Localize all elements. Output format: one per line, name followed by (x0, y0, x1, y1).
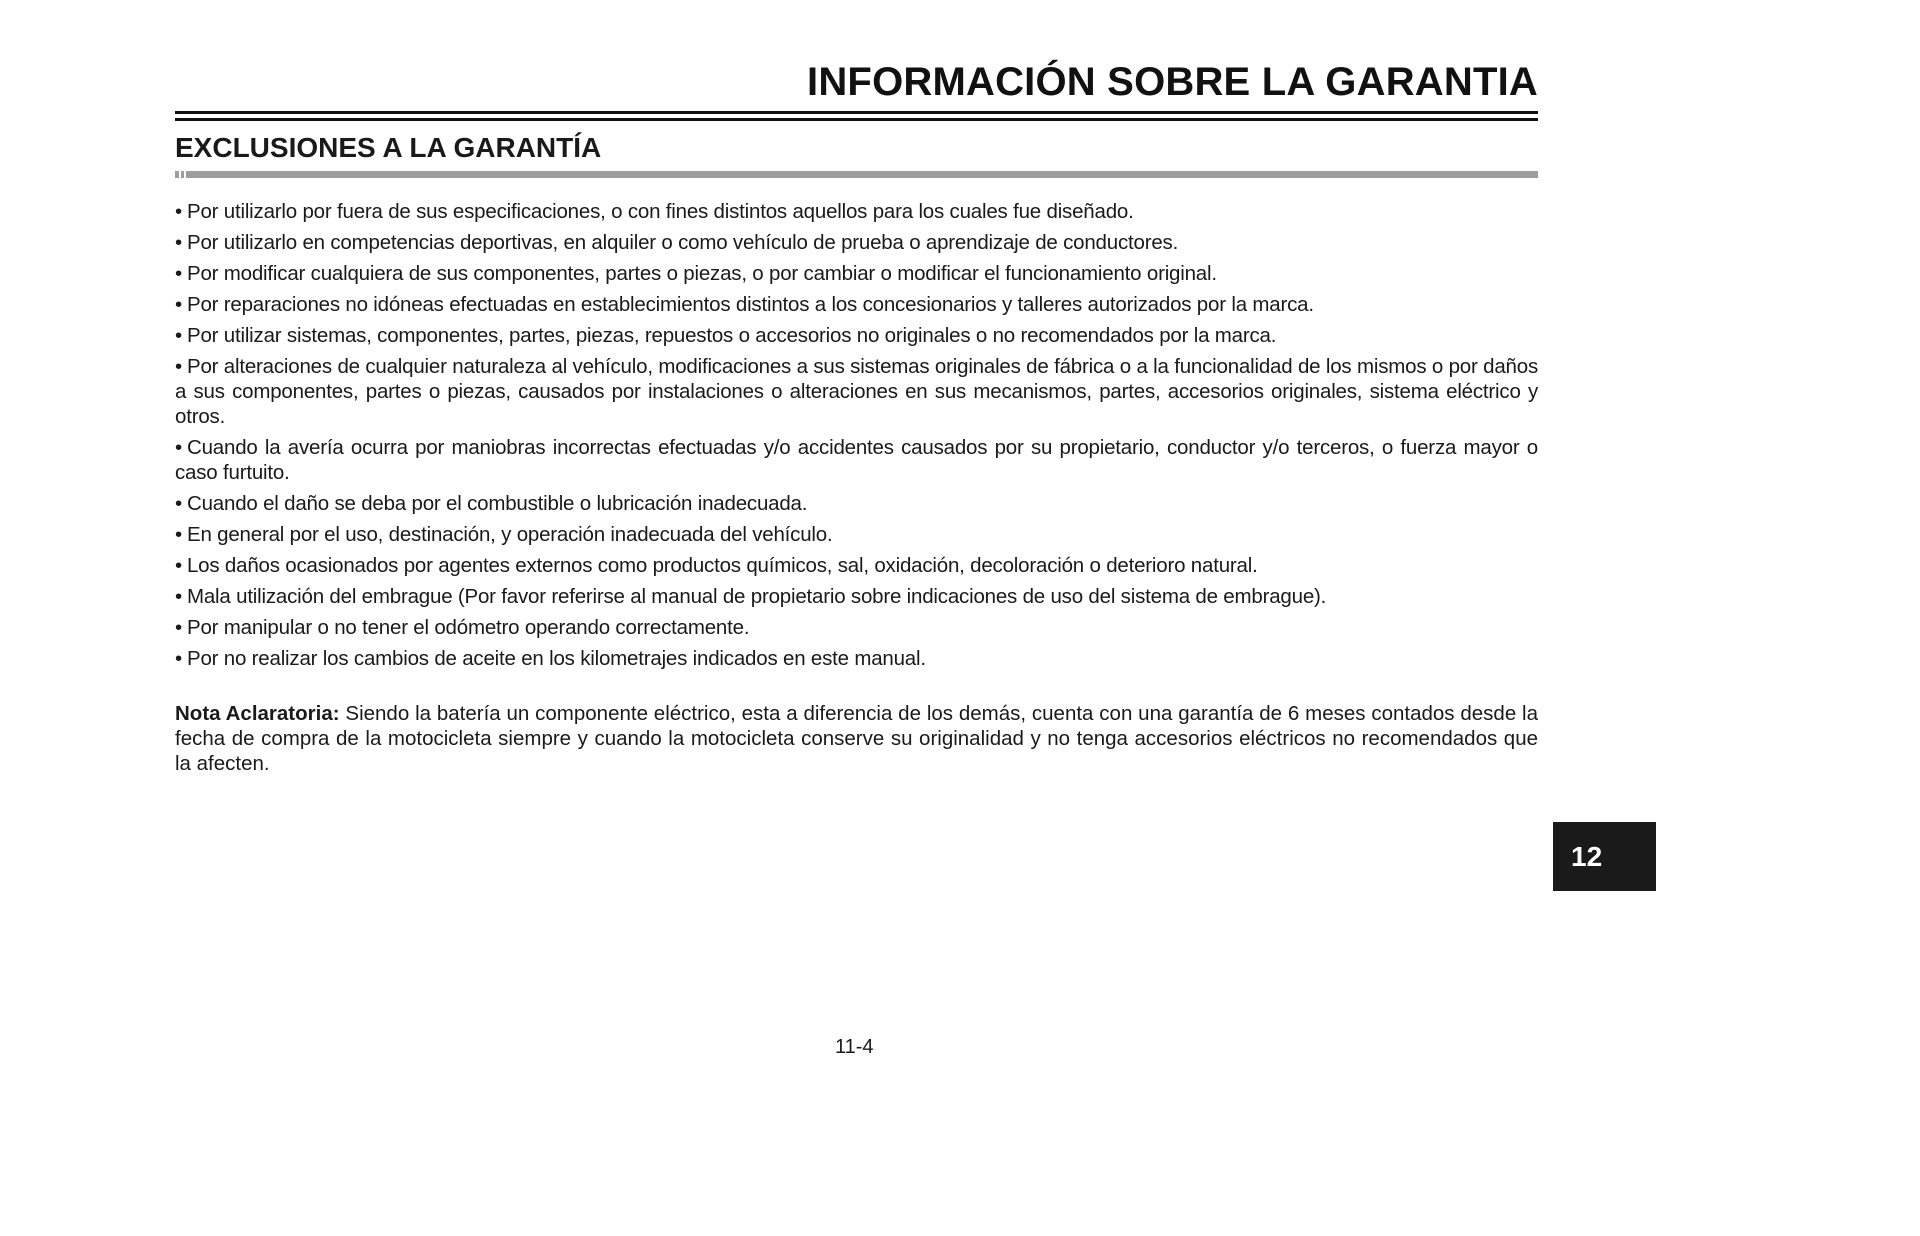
bullet-icon: • (175, 523, 182, 546)
bullet-icon: • (175, 616, 182, 639)
bullet-icon: • (175, 293, 182, 316)
note-label: Nota Aclaratoria: (175, 702, 340, 725)
list-item: • Por utilizarlo por fuera de sus especificaciones, o con fines distintos aquellos para los cuales fue diseñado. (175, 200, 1134, 223)
list-item: • En general por el uso, destinación, y operación inadecuada del vehículo. (175, 523, 833, 546)
bullet-icon: • (175, 492, 182, 515)
chapter-tab: 12 (1553, 822, 1656, 891)
note-text: Siendo la batería un componente eléctrico, esta a diferencia de los demás, cuenta con una garantía de 6 meses contados desde la fecha de compra de la motocicleta siempre y cuando la motocicleta conserve su originalidad y no tenga accesorios eléctricos no recomendados que la afecten. (175, 702, 1539, 775)
list-item: • Por manipular o no tener el odómetro operando correctamente. (175, 616, 750, 639)
page-number: 11-4 (835, 1036, 874, 1058)
header-double-rule (175, 111, 1538, 121)
list-item: • Por alteraciones de cualquier naturaleza al vehículo, modificaciones a sus sistemas originales de fábrica o a la funcionalidad de los mismos o por daños a sus componentes, partes o piezas, causados por instalaciones o alteraciones en sus mecanismos, partes, accesorios originales, sistema eléctrico y otros. (175, 355, 1538, 428)
clarifying-note (175, 701, 1538, 776)
list-item: • Cuando la avería ocurra por maniobras incorrectas efectuadas y/o accidentes causados por su propietario, conductor y/o terceros, o fuerza mayor o caso furtuito. (175, 436, 1538, 484)
page-title: INFORMACIÓN SOBRE LA GARANTIA (807, 60, 1538, 104)
bullet-icon: • (175, 231, 182, 254)
exclusions-list (175, 199, 1538, 671)
list-item: • Por modificar cualquiera de sus componentes, partes o piezas, o por cambiar o modificar el funcionamiento original. (175, 262, 1217, 285)
bullet-icon: • (175, 262, 182, 285)
list-item: • Por utilizarlo en competencias deportivas, en alquiler o como vehículo de prueba o aprendizaje de conductores. (175, 231, 1179, 254)
list-item: • Cuando el daño se deba por el combustible o lubricación inadecuada. (175, 492, 808, 515)
bullet-icon: • (175, 200, 182, 223)
list-item: • Por reparaciones no idóneas efectuadas en establecimientos distintos a los concesionarios y talleres autorizados por la marca. (175, 293, 1314, 316)
list-item: • Por no realizar los cambios de aceite en los kilometrajes indicados en este manual. (175, 647, 926, 670)
list-item: • Por utilizar sistemas, componentes, partes, piezas, repuestos o accesorios no originales o no recomendados por la marca. (175, 324, 1277, 347)
list-item: • Mala utilización del embrague (Por favor referirse al manual de propietario sobre indicaciones de uso del sistema de embrague). (175, 585, 1327, 608)
list-item: • Los daños ocasionados por agentes externos como productos químicos, sal, oxidación, decoloración o deterioro natural. (175, 554, 1258, 577)
bullet-icon: • (175, 355, 182, 378)
bullet-icon: • (175, 585, 182, 608)
bullet-icon: • (175, 647, 182, 670)
exclusions-section (175, 128, 1538, 776)
section-heading: EXCLUSIONES A LA GARANTÍA (175, 132, 602, 163)
bullet-icon: • (175, 554, 182, 577)
bullet-icon: • (175, 324, 182, 347)
bullet-icon: • (175, 436, 182, 459)
page-header (175, 58, 1538, 121)
section-rule (175, 171, 1538, 178)
